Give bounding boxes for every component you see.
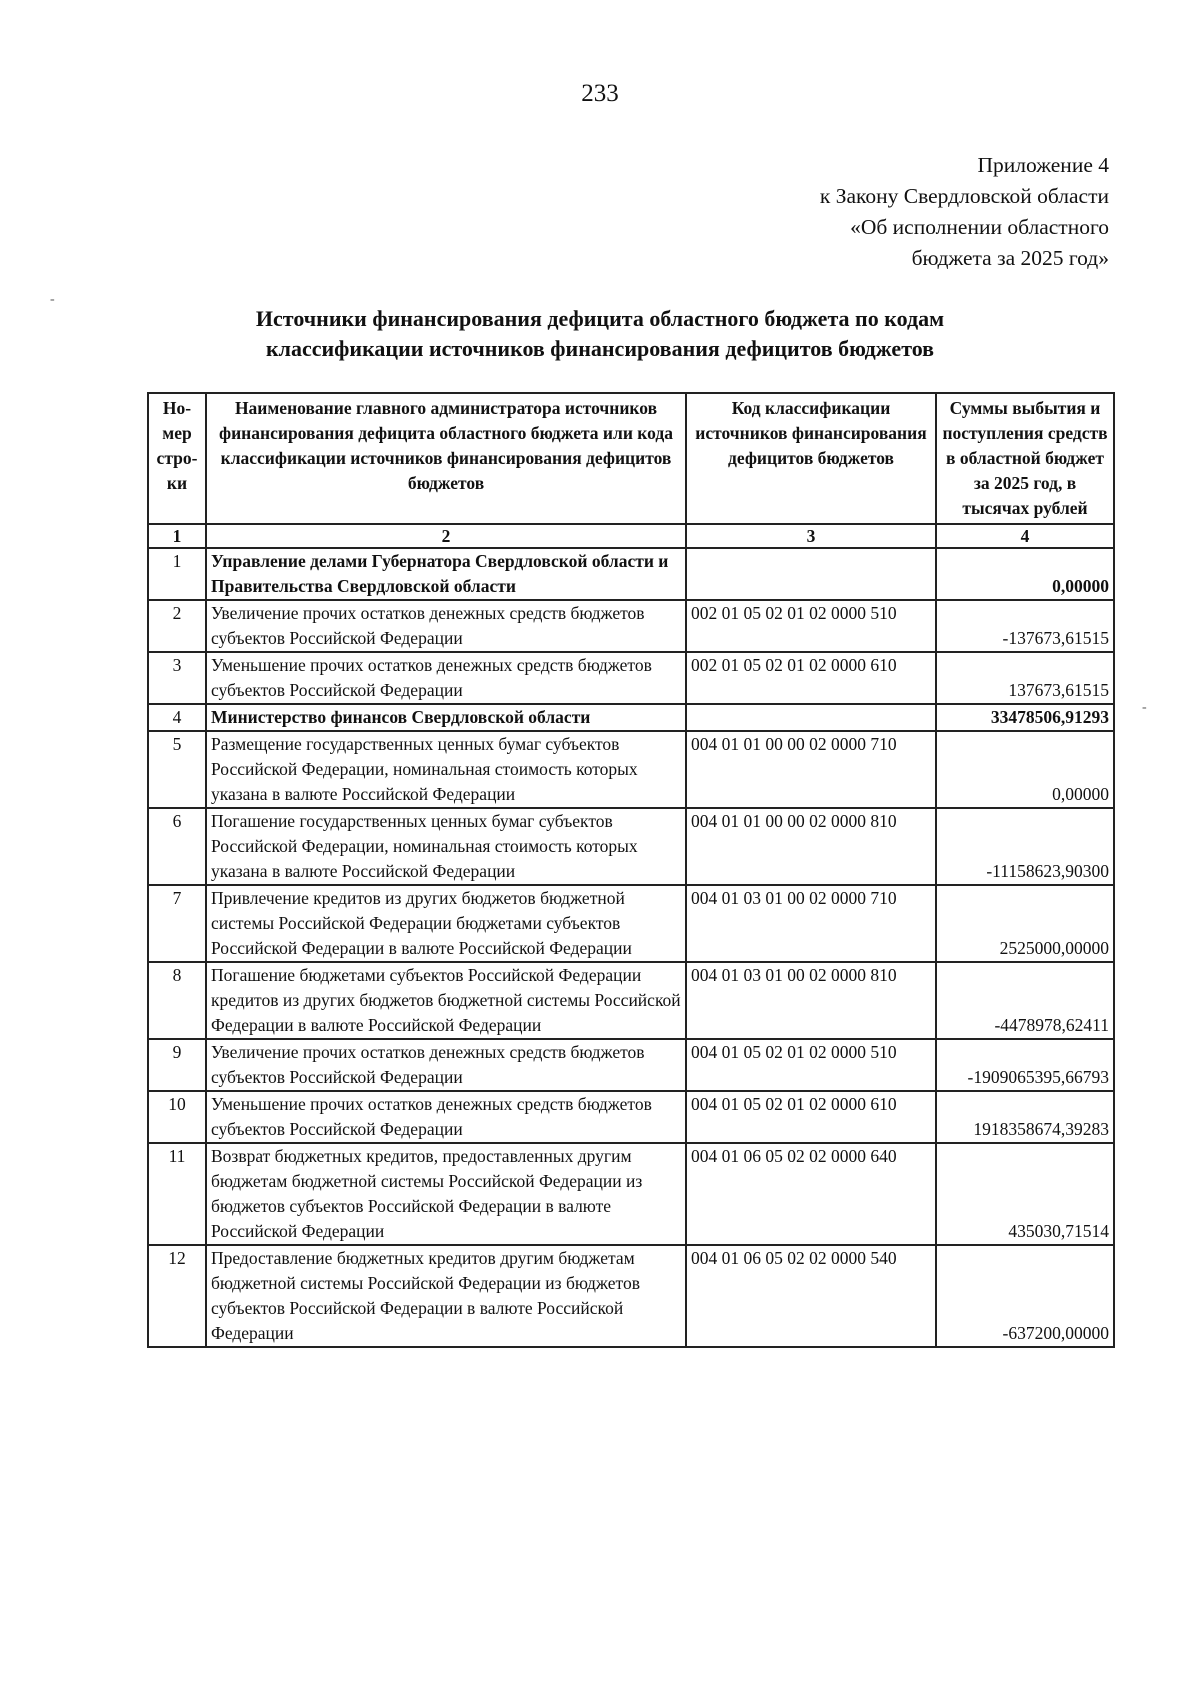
- row-number: 4: [148, 704, 206, 731]
- row-number: 2: [148, 600, 206, 652]
- row-code: 004 01 03 01 00 02 0000 810: [686, 962, 936, 1039]
- appendix-line-1: Приложение 4: [977, 153, 1109, 177]
- table-row: [148, 885, 1114, 962]
- header-code: Код классификации источников финансирования дефицитов бюджетов: [686, 393, 936, 524]
- row-code: [686, 548, 936, 600]
- row-number: 12: [148, 1245, 206, 1347]
- appendix-line-3: «Об исполнении областного: [850, 215, 1109, 239]
- document-title: [0, 304, 1200, 364]
- row-code: 002 01 05 02 01 02 0000 510: [686, 600, 936, 652]
- table-row: [148, 808, 1114, 885]
- table-row: [148, 600, 1114, 652]
- row-sum: -137673,61515: [936, 600, 1114, 652]
- row-code: 004 01 05 02 01 02 0000 610: [686, 1091, 936, 1143]
- row-sum: 435030,71514: [936, 1143, 1114, 1245]
- row-sum: 137673,61515: [936, 652, 1114, 704]
- row-name: Размещение государственных ценных бумаг субъектов Российской Федерации, номинальная стоимость которых указана в валюте Российской Федерации: [206, 731, 686, 808]
- row-number: 5: [148, 731, 206, 808]
- table-row: [148, 731, 1114, 808]
- row-sum: -1909065395,66793: [936, 1039, 1114, 1091]
- row-sum: 33478506,91293: [936, 704, 1114, 731]
- row-name: Увеличение прочих остатков денежных средств бюджетов субъектов Российской Федерации: [206, 1039, 686, 1091]
- row-sum: 1918358674,39283: [936, 1091, 1114, 1143]
- column-number: 2: [206, 524, 686, 548]
- row-number: 3: [148, 652, 206, 704]
- row-code: 004 01 01 00 00 02 0000 710: [686, 731, 936, 808]
- row-name: Управление делами Губернатора Свердловской области и Правительства Свердловской области: [206, 548, 686, 600]
- scan-speck: -: [50, 292, 55, 307]
- page-number: 233: [581, 80, 619, 107]
- appendix-line-2: к Закону Свердловской области: [819, 184, 1109, 208]
- header-row-number: Но-мер стро-ки: [148, 393, 206, 524]
- table-row: [148, 704, 1114, 731]
- row-number: 6: [148, 808, 206, 885]
- row-number: 10: [148, 1091, 206, 1143]
- header-sum: Суммы выбытия и поступления средств в областной бюджет за 2025 год, в тысячах рублей: [936, 393, 1114, 524]
- column-number: 3: [686, 524, 936, 548]
- budget-sources-table: [147, 392, 1115, 1348]
- column-number: 1: [148, 524, 206, 548]
- row-number: 11: [148, 1143, 206, 1245]
- appendix-header: [820, 150, 1109, 274]
- title-line-1: Источники финансирования дефицита областного бюджета по кодам: [255, 306, 945, 331]
- row-number: 9: [148, 1039, 206, 1091]
- row-sum: 2525000,00000: [936, 885, 1114, 962]
- row-code: 004 01 03 01 00 02 0000 710: [686, 885, 936, 962]
- row-number: 1: [148, 548, 206, 600]
- row-name: Возврат бюджетных кредитов, предоставленных другим бюджетам бюджетной системы Российской Федерации из бюджетов субъектов Российской Федерации в валюте Российской Федерации: [206, 1143, 686, 1245]
- row-sum: -4478978,62411: [936, 962, 1114, 1039]
- row-name: Увеличение прочих остатков денежных средств бюджетов субъектов Российской Федерации: [206, 600, 686, 652]
- row-code: 004 01 06 05 02 02 0000 540: [686, 1245, 936, 1347]
- row-code: 004 01 06 05 02 02 0000 640: [686, 1143, 936, 1245]
- row-name: Уменьшение прочих остатков денежных средств бюджетов субъектов Российской Федерации: [206, 652, 686, 704]
- table-body: [148, 524, 1114, 1347]
- row-code: 002 01 05 02 01 02 0000 610: [686, 652, 936, 704]
- row-name: Привлечение кредитов из других бюджетов бюджетной системы Российской Федерации бюджетами субъектов Российской Федерации в валюте Российской Федерации: [206, 885, 686, 962]
- row-sum: -637200,00000: [936, 1245, 1114, 1347]
- table-row: [148, 1245, 1114, 1347]
- table-row: [148, 1039, 1114, 1091]
- row-name: Министерство финансов Свердловской области: [206, 704, 686, 731]
- table-row: [148, 962, 1114, 1039]
- table-row: [148, 1143, 1114, 1245]
- table-row: [148, 548, 1114, 600]
- row-name: Уменьшение прочих остатков денежных средств бюджетов субъектов Российской Федерации: [206, 1091, 686, 1143]
- column-number-row: [148, 524, 1114, 548]
- row-name: Погашение государственных ценных бумаг субъектов Российской Федерации, номинальная стоимость которых указана в валюте Российской Федерации: [206, 808, 686, 885]
- row-code: 004 01 05 02 01 02 0000 510: [686, 1039, 936, 1091]
- header-name: Наименование главного администратора источников финансирования дефицита областного бюджета или кода классификации источников финансирования дефицитов бюджетов: [206, 393, 686, 524]
- row-sum: 0,00000: [936, 731, 1114, 808]
- table-row: [148, 652, 1114, 704]
- row-code: [686, 704, 936, 731]
- row-number: 8: [148, 962, 206, 1039]
- row-sum: 0,00000: [936, 548, 1114, 600]
- appendix-line-4: бюджета за 2025 год»: [911, 246, 1109, 270]
- row-name: Предоставление бюджетных кредитов другим бюджетам бюджетной системы Российской Федерации из бюджетов субъектов Российской Федерации в валюте Российской Федерации: [206, 1245, 686, 1347]
- title-line-2: классификации источников финансирования дефицитов бюджетов: [265, 336, 935, 361]
- scan-speck: -: [1142, 700, 1147, 715]
- row-code: 004 01 01 00 00 02 0000 810: [686, 808, 936, 885]
- row-name: Погашение бюджетами субъектов Российской Федерации кредитов из других бюджетов бюджетной системы Российской Федерации в валюте Российской Федерации: [206, 962, 686, 1039]
- row-sum: -11158623,90300: [936, 808, 1114, 885]
- table-row: [148, 1091, 1114, 1143]
- table-header-row: [148, 393, 1114, 524]
- row-number: 7: [148, 885, 206, 962]
- column-number: 4: [936, 524, 1114, 548]
